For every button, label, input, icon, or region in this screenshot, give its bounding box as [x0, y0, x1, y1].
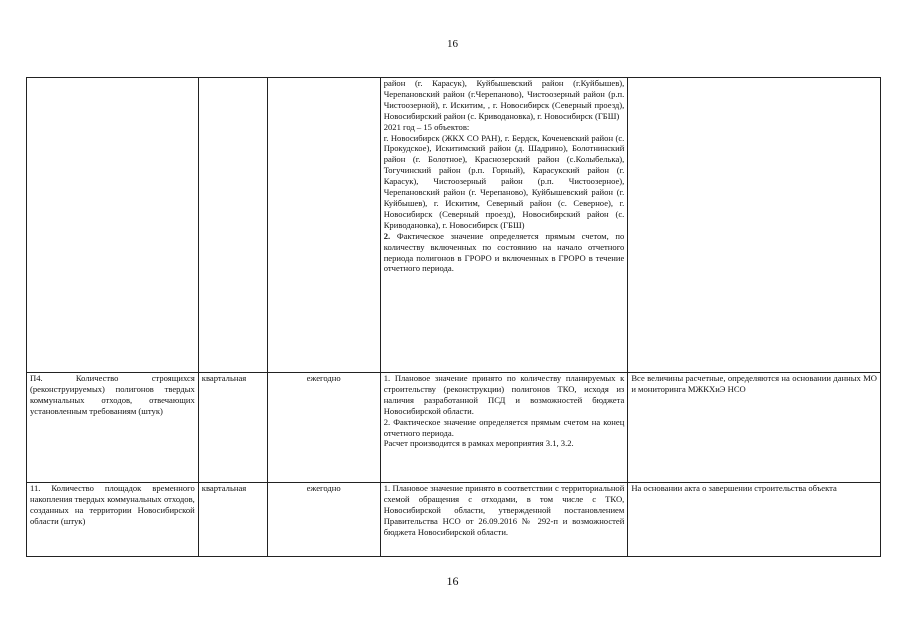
method-cell [380, 78, 628, 373]
page-number-top: 16 [447, 38, 458, 50]
method-text: 2. Фактическое значение определяется прямым счетом на конец отчетного периода. [383, 416, 625, 438]
source-cell: На основании акта о завершении строительства объекта [628, 483, 881, 557]
source-cell [628, 78, 881, 373]
frequency-cell [267, 78, 380, 373]
periodicity-cell [198, 78, 267, 373]
periodicity-cell: квартальная [198, 483, 267, 557]
method-text: 1. Плановое значение принято в соответствии с территориальной схемой обращения с отходами, в том числе с ТКО, Новосибирской области, утвержденной постановлением Правительства НСО от 26.09.2016 № 292-п и возможностей бюджета Новосибирской области. [383, 483, 625, 537]
table-row [27, 483, 881, 557]
method-text: 2021 год – 15 объектов: [383, 121, 470, 132]
method-cell [380, 483, 628, 557]
method-cell [380, 373, 628, 483]
indicators-table [26, 77, 881, 557]
periodicity-cell: квартальная [198, 373, 267, 483]
page-number-bottom: 16 [446, 574, 459, 588]
method-text: район (г. Карасук), Куйбышевский район (г.Куйбышев), Черепановский район (г.Черепаново), Чистоозерный район (р.п. Чистоозерной), г. Искитим, , г. Новосибирск (Северный проезд), Новосибирский район (с. Криводановка), г. Новосибирск (ГБШ) [383, 78, 625, 121]
indicator-cell: 11. Количество площадок временного накопления твердых коммунальных отходов, созданных на территории Новосибирской области (штук) [27, 483, 199, 557]
table-row [27, 373, 881, 483]
indicator-cell: П4. Количество строящихся (реконструируемых) полигонов твердых коммунальных отходов, отвечающих установленным требованиям (штук) [27, 373, 199, 483]
method-text: 2. Фактическое значение определяется прямым счетом, по количеству включенных по состоянию на начало отчетного периода полигонов в ГРОРО и включенных в ГРОРО в течение отчетного периода. [383, 230, 625, 274]
frequency-cell: ежегодно [267, 483, 380, 557]
method-text: 1. Плановое значение принято по количеству планируемых к строительству (реконструкции) полигонов ТКО, исходя из наличия разработанной ПСД и возможностей бюджета Новосибирской области. [383, 373, 625, 416]
source-cell: Все величины расчетные, определяются на основании данных МО и мониторинга МЖКХиЭ НСО [628, 373, 881, 483]
indicator-cell [27, 78, 199, 373]
table-row [27, 78, 881, 373]
method-text: г. Новосибирск (ЖКХ СО РАН), г. Бердск, Коченевский район (с. Прокудское), Искитимский район (д. Шадрино), Болотнинский район (г. Болотное), Краснозерский район (с.Колыбелька), Тогучинский район (р.п. Горный), Карасукский район (г. Карасук), Чистоозерный район (р.п. Чистоозерное), Черепановский район (г. Черепаново), Куйбышевский район (г. Куйбышев), г. Искитим, Северный район (с. Северное), г. Новосибирск (Северный проезд), Новосибирский район (с. Криводановка), г. Новосибирск (ГБШ) [383, 132, 625, 230]
item-number: 2. [383, 230, 391, 241]
frequency-cell: ежегодно [267, 373, 380, 483]
method-text: Расчет производится в рамках мероприятия 3.1, 3.2. [383, 438, 574, 449]
